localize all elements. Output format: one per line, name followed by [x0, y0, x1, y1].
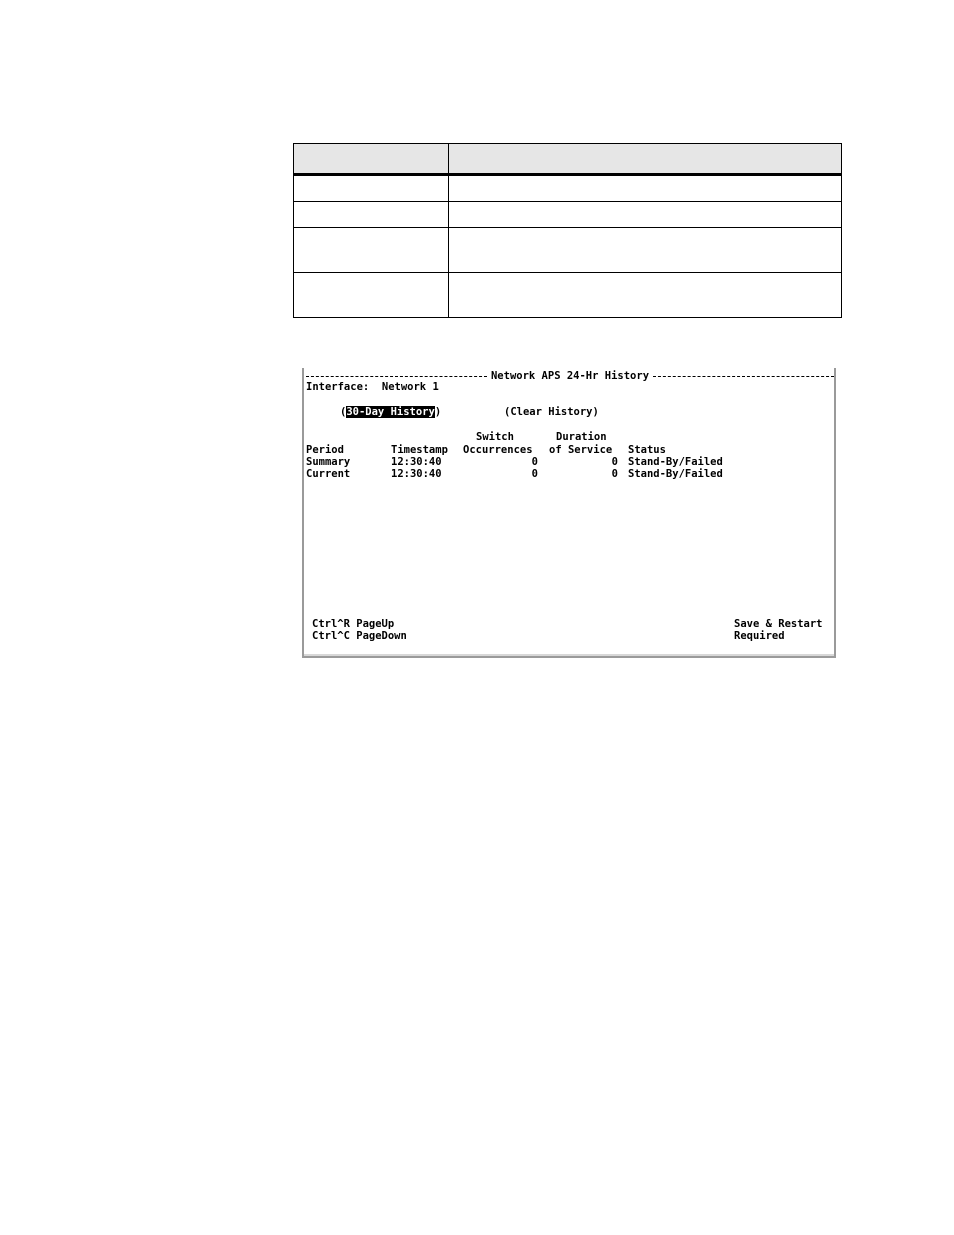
- table-row: [294, 202, 842, 228]
- interface-label: Interface:: [306, 381, 370, 393]
- table-cell: [449, 228, 842, 273]
- table-cell: [294, 228, 449, 273]
- col-header-status: Status: [628, 444, 666, 456]
- terminal-screen: [302, 368, 836, 658]
- reference-table: [293, 143, 842, 318]
- save-restart-line2: Required: [734, 630, 785, 642]
- save-restart-line1: Save & Restart: [734, 618, 823, 630]
- table-header-cell: [449, 144, 842, 175]
- page-down-hint: Ctrl^C PageDown: [312, 630, 407, 642]
- clear-history-button[interactable]: (Clear History): [504, 406, 599, 418]
- table-cell: [449, 175, 842, 202]
- table-header-row: [294, 144, 842, 175]
- col-header-duration-top: Duration: [556, 431, 607, 443]
- table-cell: [294, 273, 449, 318]
- row-period: Summary: [306, 456, 351, 468]
- table-header-cell: [294, 144, 449, 175]
- interface-line: [306, 381, 439, 393]
- interface-value: Network 1: [381, 381, 439, 393]
- title-divider: [306, 376, 487, 377]
- table-cell: [449, 202, 842, 228]
- col-header-switch-top: Switch: [476, 431, 514, 443]
- row-duration-of-service: 0: [611, 468, 618, 480]
- clear-history-label: Clear History: [510, 406, 593, 418]
- row-status: Stand-By/Failed: [628, 456, 723, 468]
- row-switch-occurrences: 0: [531, 468, 538, 480]
- screen-title: Network APS 24-Hr History: [490, 370, 650, 382]
- table-cell: [449, 273, 842, 318]
- table-row: [294, 228, 842, 273]
- table-row: [294, 273, 842, 318]
- row-switch-occurrences: 0: [531, 456, 538, 468]
- row-timestamp: 12:30:40: [391, 456, 442, 468]
- title-divider: [653, 376, 834, 377]
- table-row: [294, 175, 842, 202]
- row-period: Current: [306, 468, 351, 480]
- table-cell: [294, 175, 449, 202]
- col-header-timestamp: Timestamp: [391, 444, 448, 456]
- history-30-day-button[interactable]: (30-Day History): [340, 406, 442, 418]
- row-status: Stand-By/Failed: [628, 468, 723, 480]
- row-timestamp: 12:30:40: [391, 468, 442, 480]
- history-30-day-label: 30-Day History: [346, 406, 435, 418]
- screen-bottom-edge: [304, 654, 834, 656]
- col-header-period: Period: [306, 444, 344, 456]
- table-cell: [294, 202, 449, 228]
- col-header-duration-bottom: of Service: [549, 444, 613, 456]
- row-duration-of-service: 0: [611, 456, 618, 468]
- col-header-switch-bottom: Occurrences: [463, 444, 533, 456]
- page-up-hint: Ctrl^R PageUp: [312, 618, 395, 630]
